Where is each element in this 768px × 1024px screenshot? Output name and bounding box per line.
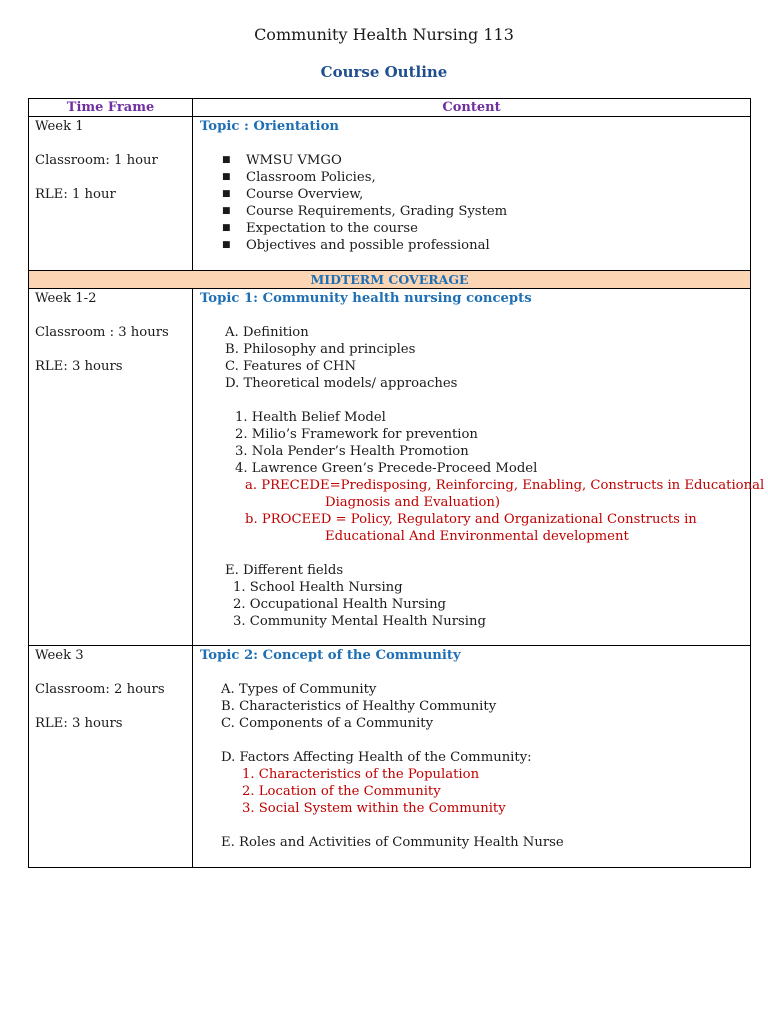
header-time-frame: Time Frame — [29, 99, 193, 117]
precede-line-cont: Diagnosis and Evaluation) — [325, 495, 501, 510]
time-frame-cell — [29, 646, 193, 868]
bullet-square-icon: ■ — [222, 240, 231, 250]
bullet-square-icon: ■ — [222, 206, 231, 216]
list-item: 2. Location of the Community — [242, 784, 441, 799]
classroom-hours: Classroom: 2 hours — [35, 682, 165, 697]
week-label: Week 1-2 — [35, 291, 97, 306]
list-item: C. Features of CHN — [225, 359, 357, 374]
list-item: 2. Milio’s Framework for prevention — [235, 427, 478, 442]
content-cell — [193, 289, 765, 646]
list-item: ■ WMSU VMGO — [222, 153, 342, 168]
list-item: ■ Classroom Policies, — [222, 170, 376, 185]
rle-hours: RLE: 3 hours — [35, 716, 123, 731]
classroom-hours: Classroom : 3 hours — [35, 325, 169, 340]
bullet-square-icon: ■ — [222, 223, 231, 233]
list-item: 1. School Health Nursing — [233, 580, 403, 595]
bullet-square-icon: ■ — [222, 189, 231, 199]
course-outline-table — [28, 98, 765, 868]
list-item: A. Definition — [225, 325, 309, 340]
list-item: 2. Occupational Health Nursing — [233, 597, 447, 612]
time-frame-cell — [29, 117, 193, 271]
list-item: C. Components of a Community — [221, 716, 434, 731]
list-item: 1. Health Belief Model — [235, 410, 386, 425]
midterm-band-row — [29, 271, 751, 289]
proceed-line-cont: Educational And Environmental development — [325, 529, 629, 544]
table-row-week-1 — [29, 117, 751, 271]
list-item: 4. Lawrence Green’s Precede-Proceed Model — [235, 461, 538, 476]
header-content: Content — [193, 99, 751, 117]
document-subtitle: Course Outline — [320, 63, 448, 81]
time-frame-cell — [29, 289, 193, 646]
document-title: Community Health Nursing 113 — [254, 25, 514, 44]
list-item: ■ Course Requirements, Grading System — [222, 204, 508, 219]
week-label: Week 1 — [35, 119, 84, 134]
midterm-coverage-band: MIDTERM COVERAGE — [29, 271, 751, 289]
bullet-square-icon: ■ — [222, 172, 231, 182]
precede-line: a. PRECEDE=Predisposing, Reinforcing, Enabling, Constructs in Educational — [245, 478, 765, 493]
classroom-hours: Classroom: 1 hour — [35, 153, 158, 168]
list-item: 1. Characteristics of the Population — [242, 767, 480, 782]
rle-hours: RLE: 1 hour — [35, 187, 116, 202]
week-label: Week 3 — [35, 648, 84, 663]
topic-heading: Topic 1: Community health nursing concepts — [200, 291, 532, 306]
table-row-week-1-2 — [29, 289, 751, 646]
content-cell — [193, 117, 751, 271]
proceed-line: b. PROCEED = Policy, Regulatory and Organizational Constructs in — [245, 512, 697, 527]
list-item: ■ Objectives and possible professional — [222, 238, 490, 253]
content-cell — [193, 646, 751, 868]
bullet-square-icon: ■ — [222, 155, 231, 165]
orientation-bullet-list — [200, 152, 750, 254]
rle-hours: RLE: 3 hours — [35, 359, 123, 374]
table-header-row — [29, 99, 751, 117]
table-row-week-3 — [29, 646, 751, 868]
roles-item: E. Roles and Activities of Community Health Nurse — [221, 835, 564, 850]
list-item: ■ Expectation to the course — [222, 221, 418, 236]
list-item: ■ Course Overview, — [222, 187, 364, 202]
list-item: D. Theoretical models/ approaches — [225, 376, 458, 391]
factors-heading: D. Factors Affecting Health of the Community: — [221, 750, 532, 765]
fields-heading: E. Different fields — [225, 563, 344, 578]
topic-heading: Topic : Orientation — [200, 119, 339, 134]
topic-heading: Topic 2: Concept of the Community — [200, 648, 461, 663]
list-item: 3. Community Mental Health Nursing — [233, 614, 486, 629]
list-item: B. Characteristics of Healthy Community — [221, 699, 497, 714]
list-item: 3. Nola Pender’s Health Promotion — [235, 444, 469, 459]
list-item: A. Types of Community — [221, 682, 377, 697]
list-item: 3. Social System within the Community — [242, 801, 506, 816]
list-item: B. Philosophy and principles — [225, 342, 416, 357]
